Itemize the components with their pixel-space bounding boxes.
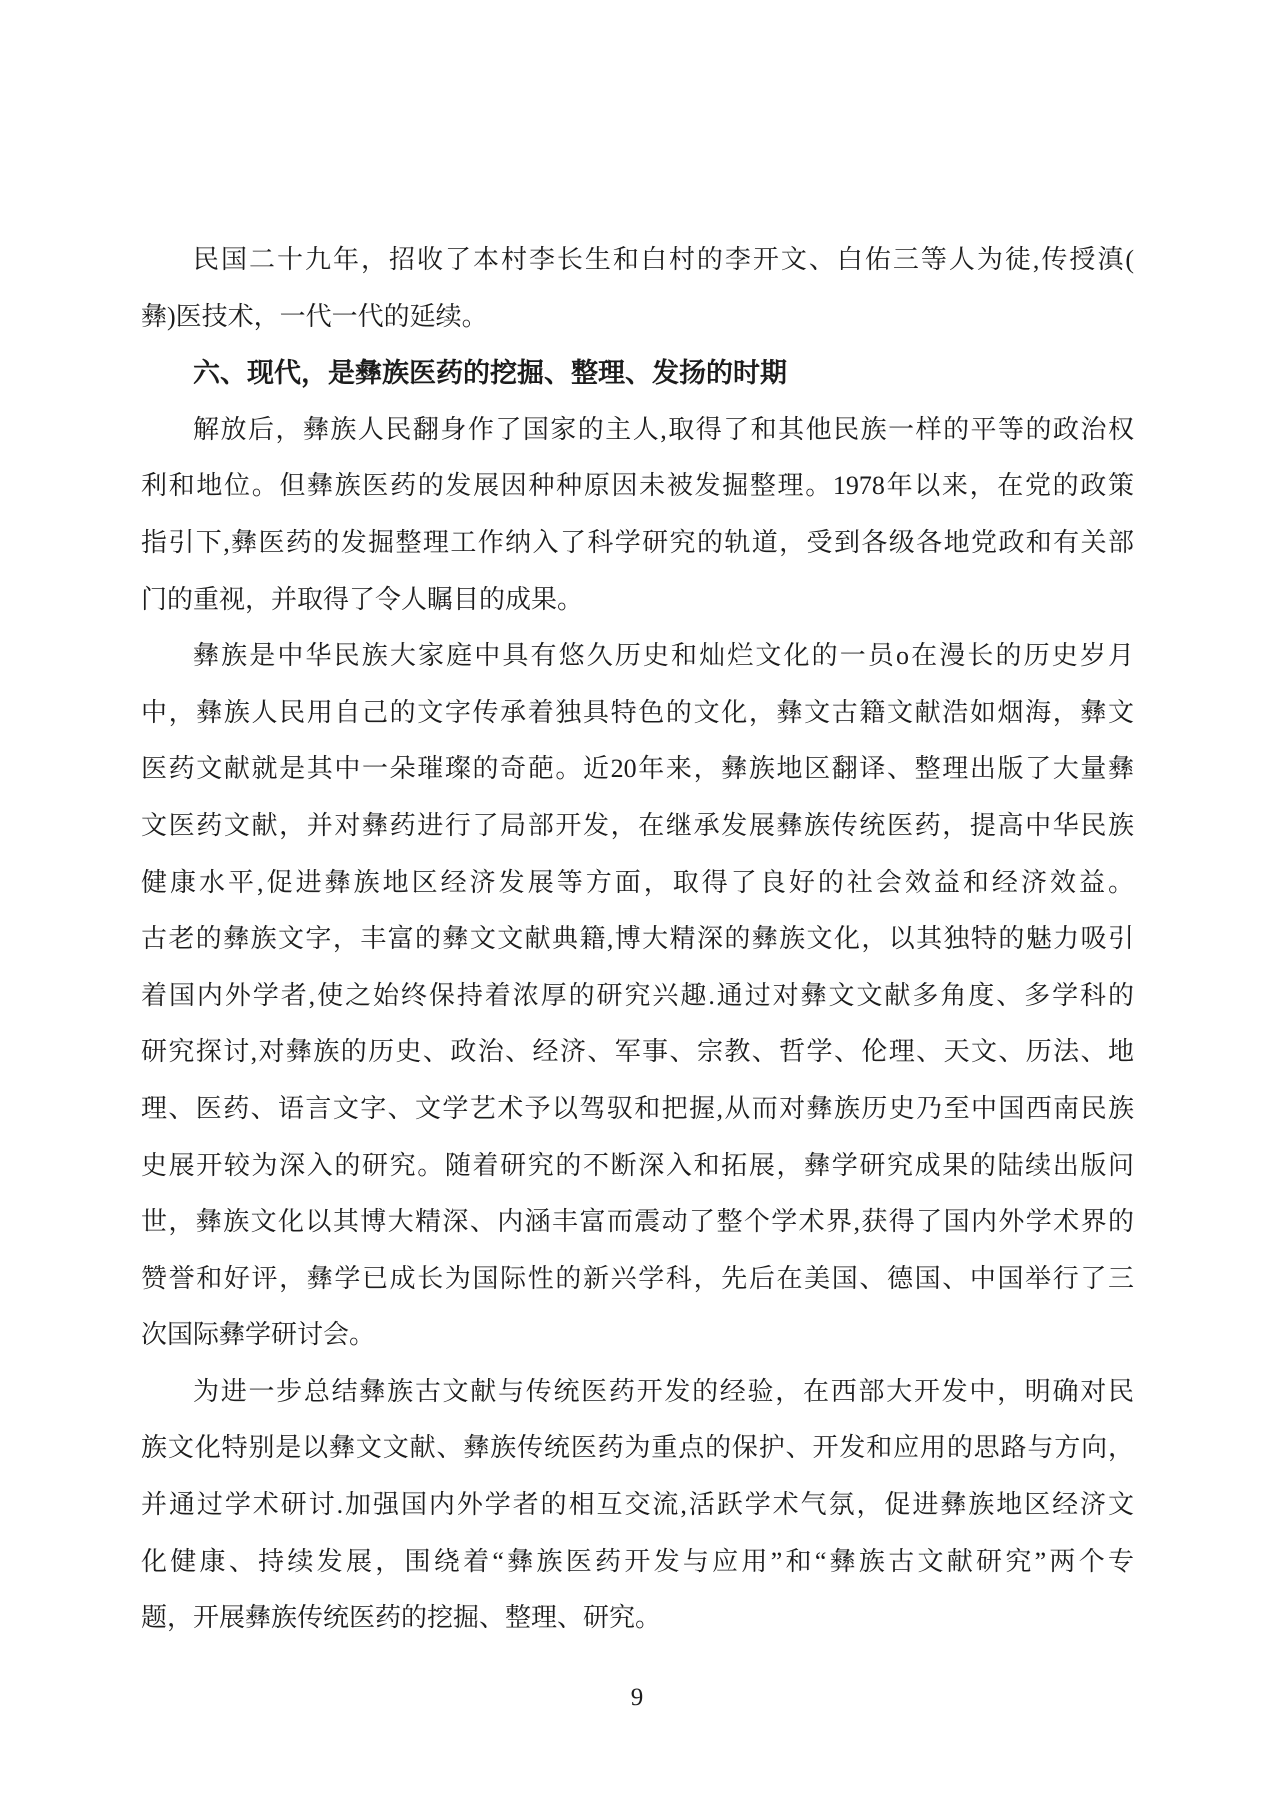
section-heading: 六、现代，是彝族医药的挖掘、整理、发扬的时期 [193,358,787,389]
paragraph-line: 古老的彝族文字，丰富的彝文文献典籍,博大精深的彝族文化，以其独特的魅力吸引 [141,924,1134,954]
paragraph-line: 化健康、持续发展，围绕着“彝族医药开发与应用”和“彝族古文献研究”两个专 [141,1546,1134,1576]
page-footer [0,1684,1274,1712]
paragraph-line: 着国内外学者,使之始终保持着浓厚的研究兴趣.通过对彝文文献多角度、多学科的 [141,980,1134,1010]
paragraph-line: 赞誉和好评，彝学已成长为国际性的新兴学科，先后在美国、德国、中国举行了三 [141,1263,1134,1293]
paragraph-line: 解放后，彝族人民翻身作了国家的主人,取得了和其他民族一样的平等的政治权 [193,414,1134,444]
paragraph-line: 彝族是中华民族大家庭中具有悠久历史和灿烂文化的一员o在漫长的历史岁月 [193,641,1134,671]
paragraph-line: 次国际彝学研讨会。 [141,1320,376,1350]
paragraph-line: 门的重视，并取得了令人瞩目的成果。 [141,584,584,614]
paragraph-line: 为进一步总结彝族古文献与传统医药开发的经验，在西部大开发中，明确对民 [193,1376,1134,1406]
page-body [141,232,1134,1647]
page-number: 9 [630,1684,644,1711]
paragraph-line: 族文化特别是以彝文文献、彝族传统医药为重点的保护、开发和应用的思路与方向， [141,1433,1134,1463]
paragraph-line: 史展开较为深入的研究。随着研究的不断深入和拓展，彝学研究成果的陆续出版问 [141,1150,1134,1180]
paragraph-line: 民国二十九年，招收了本村李长生和白村的李开文、白佑三等人为徒,传授滇( [193,245,1134,274]
paragraph-line: 指引下,彝医药的发掘整理工作纳入了科学研究的轨道，受到各级各地党政和有关部 [141,527,1134,557]
paragraph-line: 题，开展彝族传统医药的挖掘、整理、研究。 [141,1603,662,1633]
paragraph-line: 世，彝族文化以其博大精深、内涵丰富而震动了整个学术界,获得了国内外学术界的 [141,1207,1134,1237]
paragraph-line: 医药文献就是其中一朵璀璨的奇葩。近20年来，彝族地区翻译、整理出版了大量彝 [141,754,1134,784]
paragraph-line: 健康水平,促进彝族地区经济发展等方面，取得了良好的社会效益和经济效益。 [141,867,1134,897]
paragraph-line: 文医药文献，并对彝药进行了局部开发，在继承发展彝族传统医药，提高中华民族 [141,810,1134,840]
paragraph-line: 中，彝族人民用自己的文字传承着独具特色的文化，彝文古籍文献浩如烟海，彝文 [141,697,1134,727]
paragraph-line: 利和地位。但彝族医药的发展因种种原因未被发掘整理。1978年以来，在党的政策 [141,471,1134,501]
paragraph-line: 理、医药、语言文字、文学艺术予以驾驭和把握,从而对彝族历史乃至中国西南民族 [141,1093,1134,1123]
paragraph-line: 彝)医技术，一代一代的延续。 [141,301,488,331]
paragraph-line: 研究探讨,对彝族的历史、政治、经济、军事、宗教、哲学、伦理、天文、历法、地 [141,1037,1134,1067]
paragraph-line: 并通过学术研讨.加强国内外学者的相互交流,活跃学术气氛，促进彝族地区经济文 [141,1490,1134,1520]
